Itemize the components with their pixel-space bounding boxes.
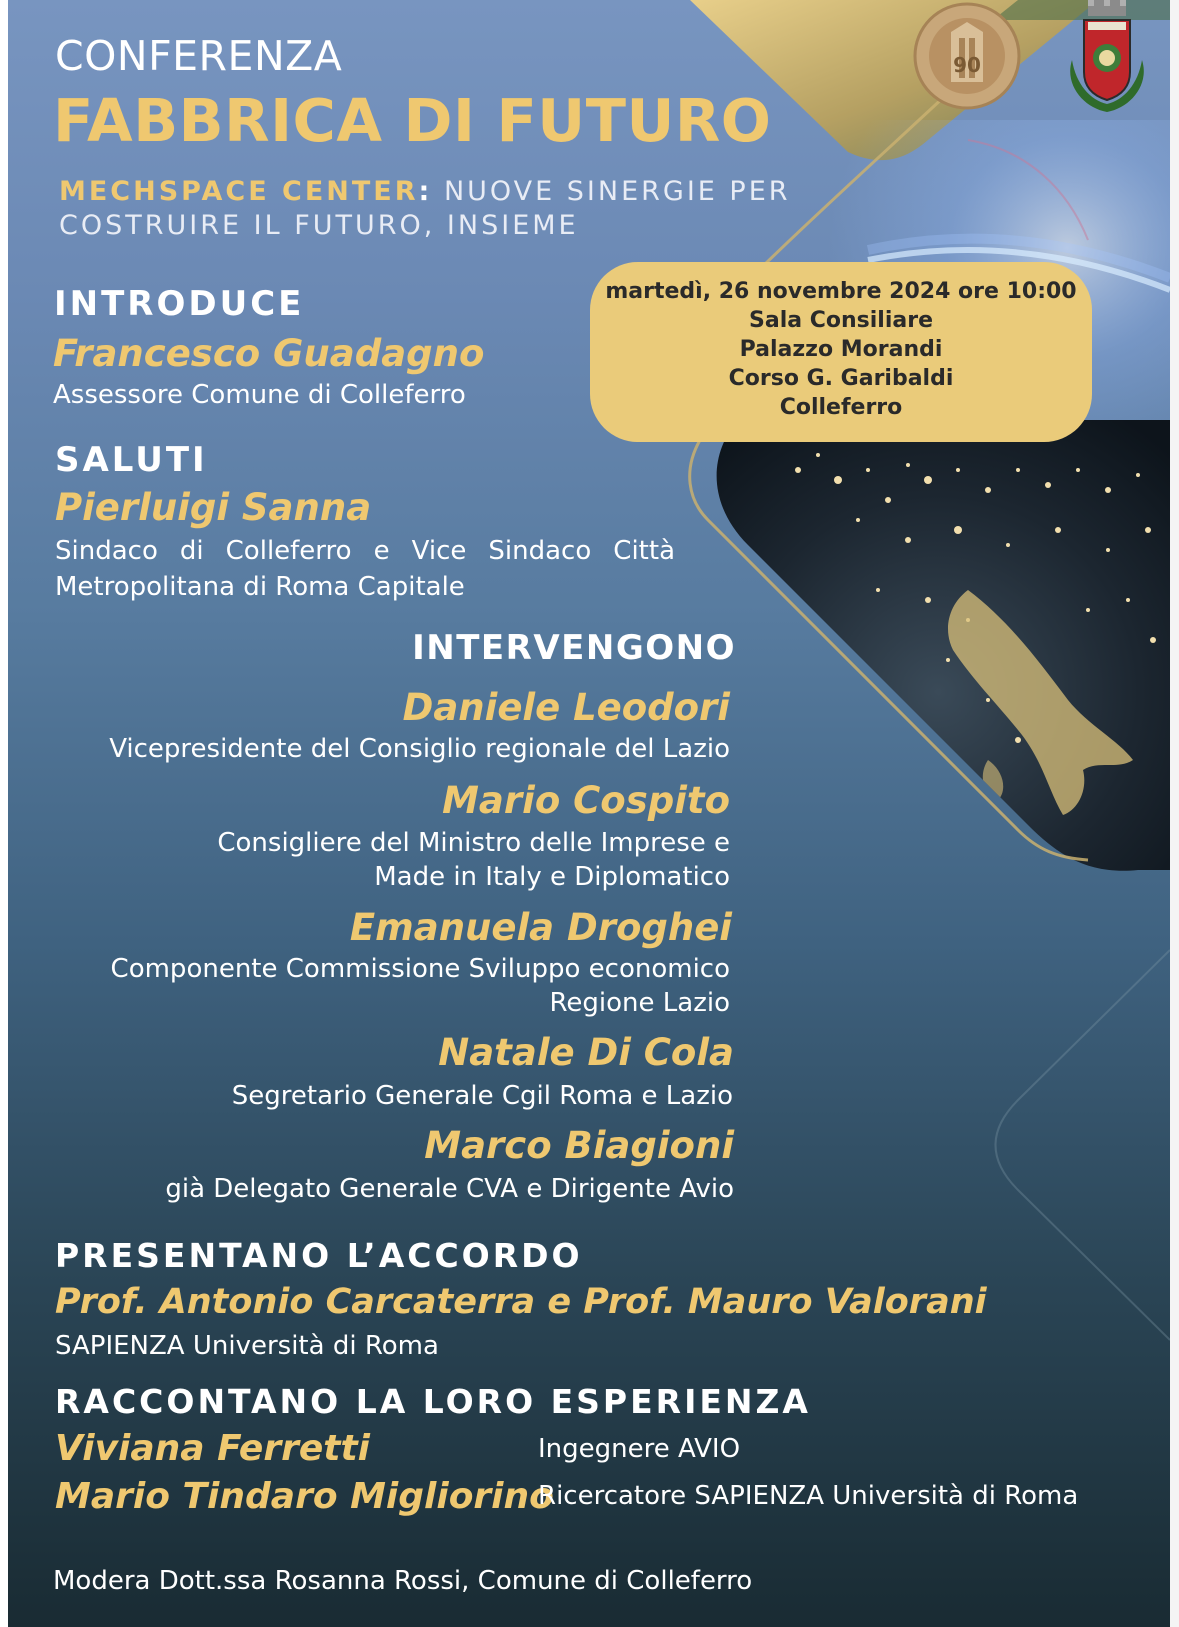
- speaker-role: Segretario Generale Cgil Roma e Lazio: [231, 1081, 733, 1111]
- speaker-name: Emanuela Droghei: [349, 906, 732, 949]
- speaker-role: Vicepresidente del Consiglio regionale del Lazio: [109, 734, 730, 764]
- event-room: Sala Consiliare: [749, 308, 933, 333]
- page-edge: [1170, 0, 1179, 1627]
- earth-night-image: [698, 410, 1170, 880]
- speaker-name: Marco Biagioni: [424, 1124, 734, 1167]
- event-street: Corso G. Garibaldi: [728, 366, 954, 391]
- colleferro-crest-logo: [1064, 0, 1150, 118]
- conference-subtitle-line2: COSTRUIRE IL FUTURO, INSIEME: [59, 210, 579, 241]
- event-info-box: [590, 262, 1092, 442]
- subtitle-rest: NUOVE SINERGIE PER: [432, 176, 791, 207]
- experience-person-name: Mario Tindaro Migliorino: [55, 1476, 554, 1517]
- accordo-affiliation: SAPIENZA Università di Roma: [55, 1331, 439, 1361]
- speaker-role: Made in Italy e Diplomatico: [374, 862, 730, 892]
- conference-title: FABBRICA DI FUTURO: [53, 86, 772, 155]
- saluti-name: Pierluigi Sanna: [55, 486, 372, 529]
- experience-person-name: Viviana Ferretti: [55, 1428, 371, 1469]
- conference-kicker: CONFERENZA: [55, 32, 343, 80]
- speaker-name: Mario Cospito: [442, 779, 730, 822]
- speaker-role: Componente Commissione Sviluppo economico: [110, 954, 730, 984]
- anniversary-number: 90: [953, 53, 981, 77]
- accordo-heading: PRESENTANO L’ACCORDO: [55, 1236, 583, 1275]
- esperienza-heading: RACCONTANO LA LORO ESPERIENZA: [55, 1382, 811, 1421]
- speaker-role: Regione Lazio: [549, 988, 730, 1018]
- experience-person-role: Ricercatore SAPIENZA Università di Roma: [538, 1481, 1079, 1511]
- moderator-line: Modera Dott.ssa Rosanna Rossi, Comune di Colleferro: [53, 1566, 753, 1596]
- introduce-role: Assessore Comune di Colleferro: [53, 380, 466, 410]
- speaker-name: Daniele Leodori: [402, 686, 730, 729]
- experience-person-role: Ingegnere AVIO: [538, 1434, 741, 1464]
- poster: [8, 0, 1170, 1627]
- anniversary-medal-logo: [911, 2, 1023, 110]
- introduce-name: Francesco Guadagno: [53, 332, 485, 375]
- speaker-role: Consigliere del Ministro delle Imprese e: [217, 828, 730, 858]
- conference-subtitle: MECHSPACE CENTER: NUOVE SINERGIE PER: [59, 176, 791, 207]
- speaker-name: Natale Di Cola: [438, 1031, 734, 1074]
- event-city: Colleferro: [779, 395, 903, 420]
- introduce-heading: INTRODUCE: [54, 284, 305, 324]
- intervengono-heading: INTERVENGONO: [412, 628, 736, 668]
- speaker-role: già Delegato Generale CVA e Dirigente Avio: [165, 1174, 734, 1204]
- event-date-time: martedì, 26 novembre 2024 ore 10:00: [605, 279, 1077, 304]
- saluti-role-line2: Metropolitana di Roma Capitale: [55, 572, 465, 602]
- accordo-names: Prof. Antonio Carcaterra e Prof. Mauro Valorani: [55, 1282, 987, 1322]
- subtitle-highlight: MECHSPACE CENTER: [59, 176, 419, 207]
- event-building: Palazzo Morandi: [739, 337, 943, 362]
- saluti-role-line1: Sindaco di Colleferro e Vice Sindaco Città: [55, 536, 675, 566]
- saluti-heading: SALUTI: [55, 440, 208, 480]
